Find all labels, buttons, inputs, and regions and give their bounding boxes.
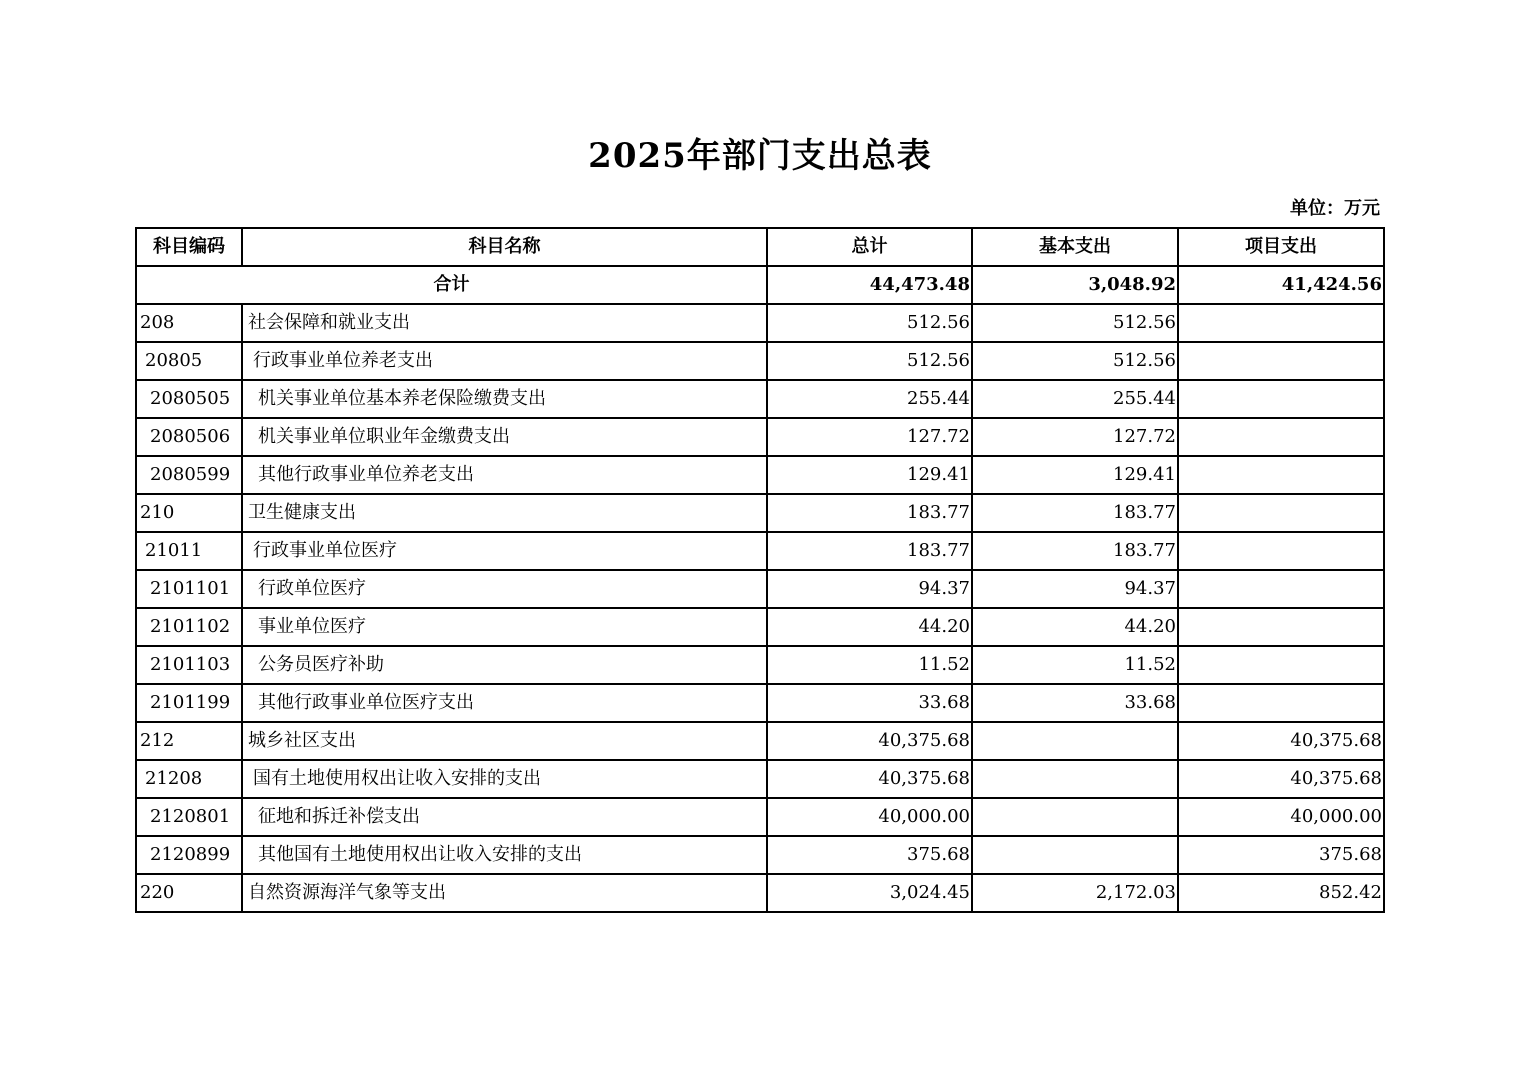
row-project: 375.68 <box>1178 836 1384 874</box>
row-basic: 129.41 <box>972 456 1178 494</box>
row-total: 40,375.68 <box>767 722 972 760</box>
row-name: 行政单位医疗 <box>242 570 767 608</box>
table-row <box>136 722 1384 760</box>
row-total: 183.77 <box>767 532 972 570</box>
table-row <box>136 304 1384 342</box>
row-project <box>1178 304 1384 342</box>
summary-row <box>136 266 1384 304</box>
row-total: 11.52 <box>767 646 972 684</box>
row-project <box>1178 494 1384 532</box>
row-project <box>1178 380 1384 418</box>
row-project: 40,375.68 <box>1178 722 1384 760</box>
expenditure-table <box>135 227 1385 913</box>
row-code: 2101103 <box>136 646 242 684</box>
row-code: 21011 <box>136 532 242 570</box>
row-name: 卫生健康支出 <box>242 494 767 532</box>
summary-basic: 3,048.92 <box>972 266 1178 304</box>
row-name: 行政事业单位医疗 <box>242 532 767 570</box>
row-code: 210 <box>136 494 242 532</box>
row-project <box>1178 532 1384 570</box>
row-basic: 44.20 <box>972 608 1178 646</box>
row-name: 其他国有土地使用权出让收入安排的支出 <box>242 836 767 874</box>
row-project <box>1178 608 1384 646</box>
row-code: 2080599 <box>136 456 242 494</box>
summary-label: 合计 <box>136 266 767 304</box>
row-name: 事业单位医疗 <box>242 608 767 646</box>
row-basic: 183.77 <box>972 532 1178 570</box>
row-name: 机关事业单位职业年金缴费支出 <box>242 418 767 456</box>
row-total: 127.72 <box>767 418 972 456</box>
header-row <box>136 228 1384 266</box>
row-code: 2120801 <box>136 798 242 836</box>
row-basic: 255.44 <box>972 380 1178 418</box>
table-row <box>136 684 1384 722</box>
table-row <box>136 570 1384 608</box>
row-code: 2101102 <box>136 608 242 646</box>
row-total: 3,024.45 <box>767 874 972 912</box>
row-name: 征地和拆迁补偿支出 <box>242 798 767 836</box>
row-code: 208 <box>136 304 242 342</box>
row-total: 183.77 <box>767 494 972 532</box>
row-basic <box>972 836 1178 874</box>
table-row <box>136 532 1384 570</box>
table-row <box>136 418 1384 456</box>
row-basic <box>972 722 1178 760</box>
row-code: 2080505 <box>136 380 242 418</box>
table-row <box>136 836 1384 874</box>
header-total: 总计 <box>767 228 972 266</box>
row-code: 212 <box>136 722 242 760</box>
row-basic <box>972 798 1178 836</box>
row-code: 21208 <box>136 760 242 798</box>
row-basic: 94.37 <box>972 570 1178 608</box>
row-name: 其他行政事业单位医疗支出 <box>242 684 767 722</box>
row-project <box>1178 342 1384 380</box>
row-project: 40,000.00 <box>1178 798 1384 836</box>
table-row <box>136 380 1384 418</box>
row-name: 城乡社区支出 <box>242 722 767 760</box>
row-name: 行政事业单位养老支出 <box>242 342 767 380</box>
page-title: 2025年部门支出总表 <box>588 136 932 176</box>
row-total: 40,000.00 <box>767 798 972 836</box>
row-code: 220 <box>136 874 242 912</box>
row-basic <box>972 760 1178 798</box>
row-code: 2080506 <box>136 418 242 456</box>
row-code: 2120899 <box>136 836 242 874</box>
row-basic: 512.56 <box>972 342 1178 380</box>
row-name: 国有土地使用权出让收入安排的支出 <box>242 760 767 798</box>
row-basic: 2,172.03 <box>972 874 1178 912</box>
row-project: 40,375.68 <box>1178 760 1384 798</box>
row-basic: 512.56 <box>972 304 1178 342</box>
row-total: 44.20 <box>767 608 972 646</box>
header-project: 项目支出 <box>1178 228 1384 266</box>
row-name: 公务员医疗补助 <box>242 646 767 684</box>
row-project <box>1178 646 1384 684</box>
table-row <box>136 456 1384 494</box>
row-total: 375.68 <box>767 836 972 874</box>
row-project <box>1178 418 1384 456</box>
row-project <box>1178 456 1384 494</box>
row-total: 512.56 <box>767 304 972 342</box>
row-project <box>1178 570 1384 608</box>
row-name: 社会保障和就业支出 <box>242 304 767 342</box>
row-total: 255.44 <box>767 380 972 418</box>
summary-project: 41,424.56 <box>1178 266 1384 304</box>
row-project: 852.42 <box>1178 874 1384 912</box>
table-row <box>136 494 1384 532</box>
row-basic: 11.52 <box>972 646 1178 684</box>
row-code: 2101199 <box>136 684 242 722</box>
row-code: 2101101 <box>136 570 242 608</box>
table-row <box>136 874 1384 912</box>
table-row <box>136 646 1384 684</box>
row-total: 40,375.68 <box>767 760 972 798</box>
unit-label: 单位：万元 <box>1290 198 1380 219</box>
row-total: 33.68 <box>767 684 972 722</box>
row-basic: 183.77 <box>972 494 1178 532</box>
table-row <box>136 342 1384 380</box>
header-code: 科目编码 <box>136 228 242 266</box>
row-total: 129.41 <box>767 456 972 494</box>
table-row <box>136 798 1384 836</box>
row-basic: 127.72 <box>972 418 1178 456</box>
row-basic: 33.68 <box>972 684 1178 722</box>
row-name: 自然资源海洋气象等支出 <box>242 874 767 912</box>
table-row <box>136 760 1384 798</box>
row-code: 20805 <box>136 342 242 380</box>
row-name: 其他行政事业单位养老支出 <box>242 456 767 494</box>
row-name: 机关事业单位基本养老保险缴费支出 <box>242 380 767 418</box>
row-project <box>1178 684 1384 722</box>
row-total: 512.56 <box>767 342 972 380</box>
summary-total: 44,473.48 <box>767 266 972 304</box>
header-name: 科目名称 <box>242 228 767 266</box>
header-basic: 基本支出 <box>972 228 1178 266</box>
row-total: 94.37 <box>767 570 972 608</box>
table-row <box>136 608 1384 646</box>
